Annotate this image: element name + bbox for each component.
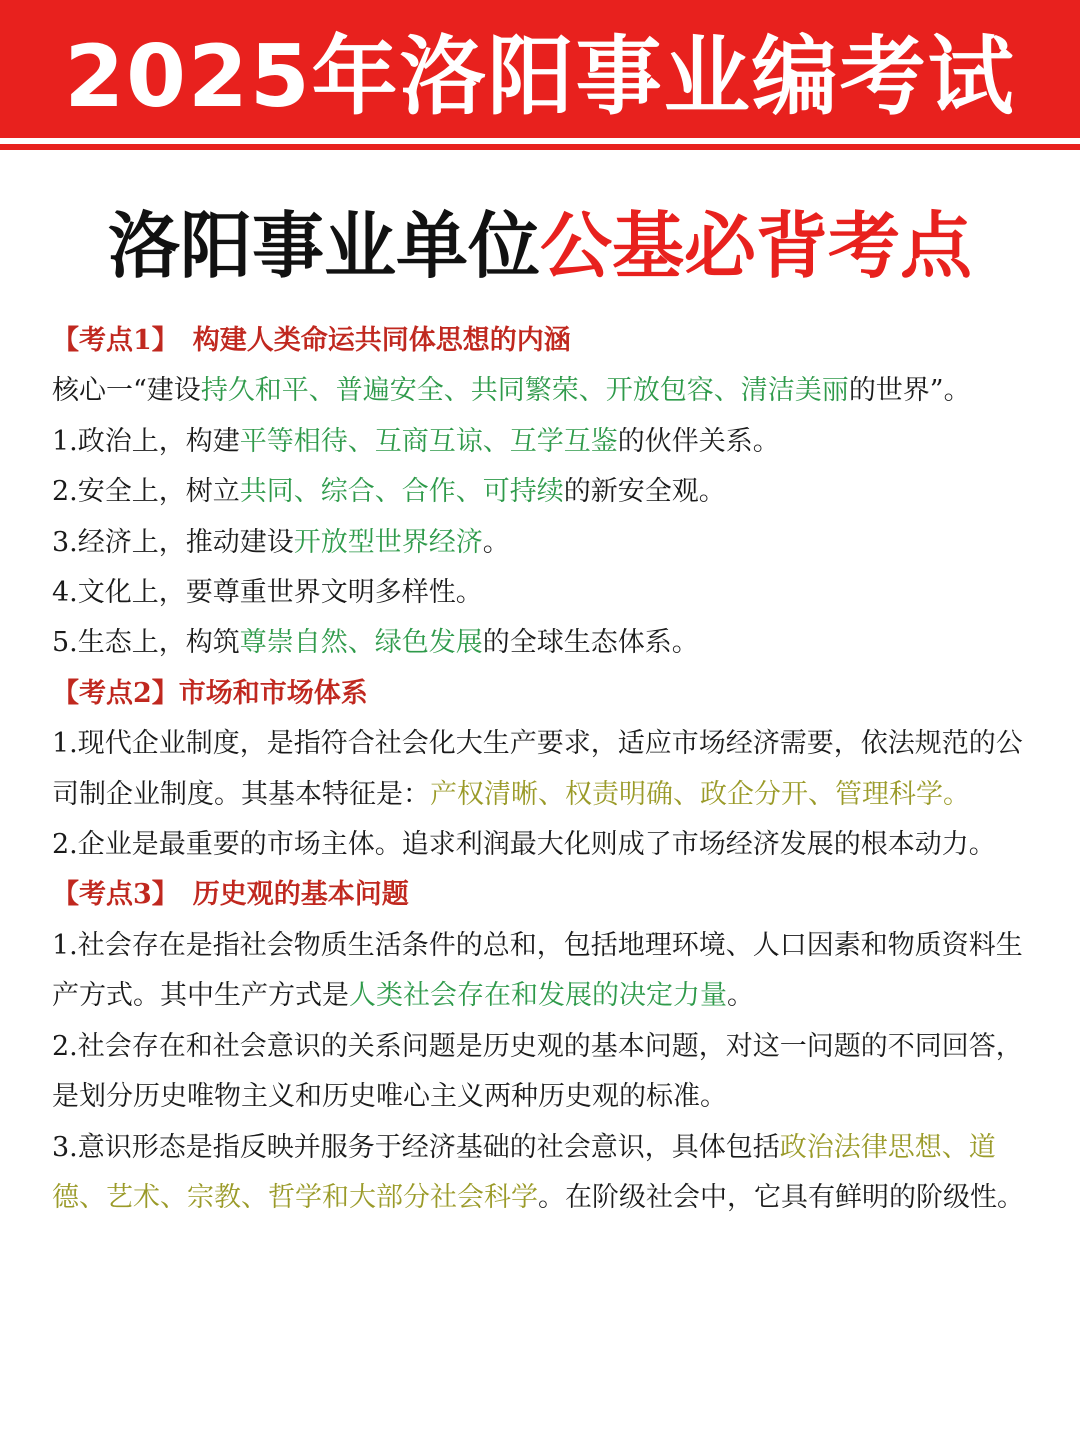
section-title: 构建人类命运共同体思想的内涵: [192, 325, 571, 356]
text-suffix: 。: [482, 526, 510, 558]
banner-divider: [0, 144, 1080, 150]
text-highlight: 人类社会存在和发展的决定力量: [349, 980, 727, 1012]
text-suffix: 的新安全观。: [563, 476, 726, 508]
text-highlight: 共同、综合、合作、可持续: [239, 476, 564, 508]
list-item: [52, 1123, 1042, 1224]
text-suffix: 。: [727, 980, 754, 1012]
text-suffix: 的世界”。: [848, 375, 971, 407]
text-prefix: 1.社会存在是指社会物质生活条件的总和，包括地理环境、人口因素和物质资料生产方式。其中生产方式是: [52, 929, 1023, 1012]
section-heading: [52, 870, 1042, 920]
list-item: [52, 568, 1042, 618]
section-tag: 【考点3】: [52, 879, 179, 911]
list-item: [52, 921, 1042, 1022]
text-suffix: 的全球生态体系。: [482, 627, 699, 659]
content-body: [52, 316, 1042, 1223]
text-highlight: 尊崇自然、绿色发展: [239, 627, 483, 659]
text-prefix: 2.社会存在和社会意识的关系问题是历史观的基本问题，对这一问题的不同回答，是划分历史唯物主义和历史唯心主义两种历史观的标准。: [52, 1030, 1023, 1113]
banner-title: 2025年洛阳事业编考试: [64, 27, 1016, 127]
text-suffix: 的伙伴关系。: [617, 425, 780, 457]
text-highlight: 开放型世界经济: [293, 526, 483, 558]
list-item: [52, 467, 1042, 517]
title-banner: [0, 0, 1080, 138]
section-tag: 【考点1】: [52, 325, 179, 356]
text-prefix: 核心一“建设: [52, 375, 201, 407]
text-highlight: 产权清晰、权责明确、政企分开、管理科学。: [430, 778, 970, 810]
list-item: [52, 820, 1042, 870]
text-prefix: 1.政治上，构建: [52, 425, 240, 457]
list-item: [52, 518, 1042, 568]
text-prefix: 3.经济上，推动建设: [52, 526, 294, 558]
section-heading: [52, 669, 1042, 719]
list-item: [52, 417, 1042, 467]
text-highlight: 政治法律思想、道德、艺术、宗教、哲学和大部分社会科学: [52, 1131, 996, 1213]
text-prefix: 4.文化上，要尊重世界文明多样性。: [52, 577, 483, 609]
section-title: 市场和市场体系: [178, 677, 368, 709]
text-highlight: 平等相待、互商互谅、互学互鉴: [239, 425, 618, 457]
list-item: [52, 618, 1042, 668]
subtitle-red: 公基必背考点: [540, 204, 973, 288]
core-paragraph: [52, 366, 1042, 416]
section-title: 历史观的基本问题: [192, 879, 409, 911]
subtitle: [0, 188, 1080, 288]
text-highlight: 持久和平、普遍安全、共同繁荣、开放包容、清洁美丽: [200, 375, 849, 407]
list-item: [52, 719, 1042, 820]
text-prefix: 2.安全上，树立: [52, 476, 240, 508]
section-tag: 【考点2】: [52, 677, 179, 709]
text-prefix: 1.现代企业制度，是指符合社会化大生产要求，适应市场经济需要，依法规范的公 司制企业制度。其基本特征是：: [52, 728, 1023, 810]
section-heading: [52, 316, 1042, 366]
text-suffix: 。在阶级社会中，它具有鲜明的阶级性。: [538, 1181, 1024, 1213]
text-prefix: 5.生态上，构筑: [52, 627, 240, 659]
text-prefix: 2.企业是最重要的市场主体。追求利润最大化则成了市场经济发展的根本动力。: [52, 829, 996, 861]
subtitle-black: 洛阳事业单位: [107, 204, 540, 288]
text-prefix: 3.意识形态是指反映并服务于经济基础的社会意识，具体包括: [52, 1131, 780, 1163]
list-item: [52, 1022, 1042, 1123]
